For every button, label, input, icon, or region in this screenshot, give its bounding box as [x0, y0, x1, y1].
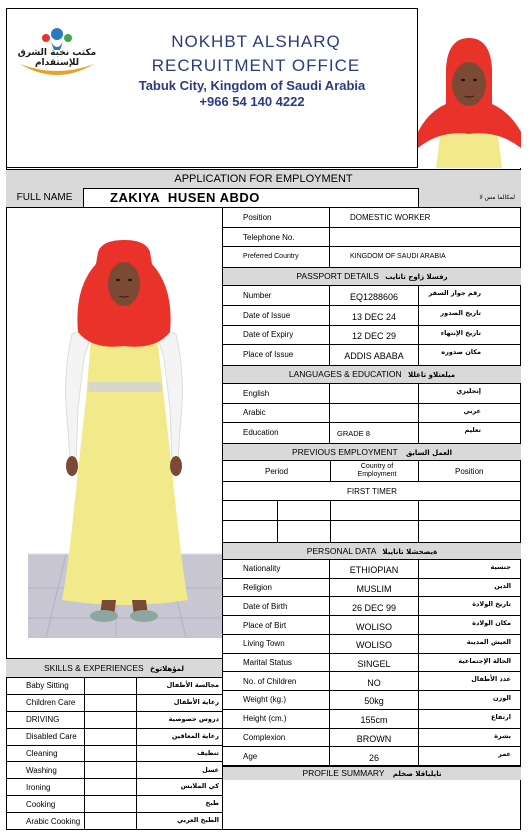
employment-col-position: Position [455, 467, 484, 476]
personal-row [223, 560, 521, 579]
personal-row-arabic: تاريخ الولادة [472, 600, 511, 609]
passport-row-arabic: مكان صدوره [441, 348, 481, 357]
employment-divider-1 [277, 501, 278, 542]
personal-row-value: WOLISO [355, 640, 392, 651]
skills-table [6, 678, 223, 830]
employment-section-bar [223, 443, 521, 461]
personal-row-label: Place of Birt [243, 620, 287, 630]
skill-row [6, 712, 223, 729]
skill-row-arabic: غسل [202, 765, 219, 774]
skill-row-label: Baby Sitting [26, 681, 69, 691]
language-row-value: GRADE 8 [337, 429, 370, 439]
employment-divider-2 [330, 461, 331, 482]
skill-row [6, 813, 223, 830]
company-name-line2: RECRUITMENT OFFICE [151, 56, 361, 75]
skills-section-title: SKILLS & EXPERIENCES [43, 663, 144, 673]
phone-line: +966 54 140 4222 [199, 94, 305, 109]
company-address [102, 78, 402, 110]
skill-row-label: DRIVING [26, 715, 60, 725]
full-name-arabic-box [418, 188, 521, 207]
personal-row-arabic: عدد الأطفال [471, 675, 511, 684]
company-name-line1: NOKHBT ALSHARQ [171, 32, 341, 51]
personal-row-value: 26 DEC 99 [351, 602, 397, 613]
employment-section-title-ar: العمل السابق [405, 449, 453, 457]
personal-row-arabic: بشرة [494, 731, 511, 740]
job-details [223, 208, 521, 267]
skill-row-label: Arabic Cooking [26, 816, 81, 826]
personal-row-value: BROWN [356, 733, 392, 744]
personal-row [223, 635, 521, 654]
personal-section-bar [223, 542, 521, 560]
passport-row-label: Date of Expiry [243, 330, 294, 340]
personal-table [223, 560, 521, 766]
personal-row-arabic: الوزن [492, 694, 511, 703]
skill-row [6, 763, 223, 780]
personal-row-value: WOLISO [355, 621, 392, 632]
personal-row-arabic: مكان الولادة [472, 619, 511, 628]
position-value: DOMESTIC WORKER [350, 213, 431, 222]
address-line: Tabuk City, Kingdom of Saudi Arabia [138, 78, 366, 93]
employment-section-title: PREVIOUS EMPLOYMENT [291, 447, 398, 457]
logo-caption: مكتب نخبة الشرق للإستقدام [17, 48, 97, 68]
employment-row-empty-2 [223, 521, 521, 542]
position-label: Position [243, 213, 272, 222]
personal-row-arabic: جنسية [490, 563, 511, 571]
passport-row [223, 306, 521, 326]
passport-row-label: Date of Issue [243, 310, 291, 320]
skill-row [6, 678, 223, 695]
preferred-country-label: Preferred Country [243, 253, 299, 260]
skill-row-label: Cleaning [26, 749, 58, 759]
languages-section-title-ar: ميلعتلاو تاغللا [407, 371, 456, 379]
personal-row-arabic: عمر [498, 750, 511, 759]
skill-row-arabic: كي الملابس [180, 782, 219, 791]
skill-row [6, 746, 223, 763]
personal-row-arabic: الدين [494, 581, 511, 590]
passport-row-value: 13 DEC 24 [351, 311, 397, 322]
languages-section-title: LANGUAGES & EDUCATION [288, 369, 402, 379]
full-body-photo [6, 208, 223, 658]
passport-section-title: PASSPORT DETAILS [296, 271, 379, 281]
profile-summary-bar [223, 766, 521, 780]
form-title-bar [6, 169, 521, 189]
personal-row-label: Marital Status [243, 658, 292, 667]
preferred-country-row [223, 247, 521, 267]
languages-table [223, 384, 521, 443]
employment-row-empty-1 [223, 501, 521, 521]
letterhead [6, 8, 418, 168]
passport-row-arabic: تاريخ الإنتهاء [440, 328, 481, 337]
passport-row-value: ADDIS ABABA [344, 351, 404, 362]
portrait-photo [418, 8, 521, 168]
employment-divider-4 [418, 461, 419, 482]
skill-row-label: Washing [26, 765, 57, 775]
personal-row [223, 597, 521, 616]
job-divider [329, 208, 330, 267]
skill-row-arabic: مجالسة الأطفال [166, 681, 219, 689]
full-body-figure [6, 208, 223, 658]
full-name-arabic: لمكالما مس لا [479, 194, 515, 201]
personal-row-arabic: الحالة الإجتماعية [458, 656, 511, 665]
employment-first-timer-row [223, 482, 521, 501]
language-row-label: English [243, 388, 270, 398]
personal-section-title: PERSONAL DATA [306, 546, 376, 556]
skills-section-bar [6, 658, 223, 678]
language-row-label: Arabic [243, 408, 266, 418]
profile-summary-title: PROFILE SUMMARY [302, 768, 385, 778]
personal-row [223, 579, 521, 598]
language-row [223, 384, 521, 404]
skill-row-label: Cooking [26, 799, 56, 809]
personal-row-value: 50kg [364, 696, 384, 707]
languages-section-bar [223, 365, 521, 384]
telephone-label: Telephone No. [243, 233, 295, 242]
personal-row-label: No. of Children [243, 676, 297, 686]
preferred-country-value: KINGDOM OF SAUDI ARABIA [350, 253, 446, 260]
employment-first-timer: FIRST TIMER [347, 487, 397, 496]
employment-col-period: Period [265, 467, 289, 476]
language-row-arabic: إنجليزي [456, 387, 481, 395]
passport-row-arabic: رقم جواز السفر [428, 289, 481, 297]
profile-summary-title-ar: تايلباقلا صخلم [392, 770, 442, 778]
language-row [223, 404, 521, 424]
skill-row-arabic: رعاية الأطفال [173, 697, 219, 706]
passport-table [223, 286, 521, 365]
personal-row-label: Height (cm.) [243, 714, 287, 724]
personal-row [223, 747, 521, 766]
language-row-arabic: عربي [463, 406, 481, 415]
telephone-row [223, 228, 521, 247]
skill-row-label: Ironing [26, 782, 51, 792]
employment-table [223, 461, 521, 542]
personal-row-value: SINGEL [357, 659, 391, 669]
passport-row-value: EQ1288606 [349, 291, 399, 302]
skill-row [6, 779, 223, 796]
skills-section-title-ar: لمؤهلاتوخ [150, 665, 184, 673]
passport-row [223, 345, 521, 365]
personal-row-value: ETHIOPIAN [349, 565, 399, 576]
personal-row [223, 616, 521, 635]
personal-row-label: Complexion [243, 732, 286, 742]
position-row [223, 208, 521, 228]
personal-row-label: Age [243, 751, 258, 761]
skill-row-arabic: طبخ [205, 799, 219, 808]
passport-row [223, 286, 521, 306]
personal-row-label: Religion [243, 583, 272, 593]
skill-row-arabic: دروس خصوصية [168, 714, 219, 723]
language-row-label: Education [243, 428, 279, 438]
passport-row-value: 12 DEC 29 [351, 331, 397, 342]
skill-row-arabic: رعاية المعاقين [171, 731, 219, 740]
passport-row-label: Place of Issue [243, 350, 294, 360]
passport-section-title-ar: رفسلا زاوج تانايب [385, 273, 448, 281]
skill-row-arabic: تنظيف [197, 748, 219, 757]
personal-row-value: NO [367, 677, 381, 688]
portrait-figure [418, 8, 521, 168]
passport-row [223, 326, 521, 346]
personal-row-label: Living Town [243, 639, 285, 649]
skill-row-arabic: الطبخ العربي [177, 816, 219, 825]
skill-row [6, 796, 223, 813]
personal-row [223, 691, 521, 710]
skill-row-label: Children Care [26, 698, 76, 708]
full-name-value: ZAKIYA HUSEN ABDO [110, 190, 260, 205]
company-name [106, 30, 406, 78]
employment-col-country: Country of Employment [357, 463, 397, 478]
personal-row-label: Nationality [243, 564, 281, 574]
personal-row [223, 710, 521, 729]
form-title: APPLICATION FOR EMPLOYMENT [174, 173, 353, 185]
employment-header-row [223, 461, 521, 482]
language-row [223, 423, 521, 443]
personal-row [223, 672, 521, 691]
employment-divider-3 [330, 501, 331, 542]
skill-row [6, 729, 223, 746]
skill-row [6, 695, 223, 712]
personal-row-value: 26 [368, 752, 379, 763]
personal-row-value: 155cm [360, 715, 388, 726]
passport-section-bar [223, 267, 521, 286]
passport-row-arabic: تاريخ الصدور [440, 308, 481, 317]
personal-row-arabic: العيش المدينة [466, 637, 511, 646]
language-row-arabic: تعليم [464, 426, 481, 435]
personal-row-arabic: ارتفاع [491, 712, 511, 721]
employment-divider-5 [418, 501, 419, 542]
passport-row-label: Number [243, 290, 272, 300]
personal-row-label: Weight (kg.) [243, 695, 286, 705]
personal-row-value: MUSLIM [356, 584, 392, 595]
personal-row [223, 729, 521, 748]
personal-section-title-ar: ةيصخشلا تانايبلا [382, 548, 438, 556]
personal-row [223, 654, 521, 673]
personal-row-label: Date of Birth [243, 601, 288, 611]
skill-row-label: Disabled Care [26, 732, 77, 742]
full-name-row [6, 188, 521, 208]
full-name-label: FULL NAME [6, 188, 84, 207]
